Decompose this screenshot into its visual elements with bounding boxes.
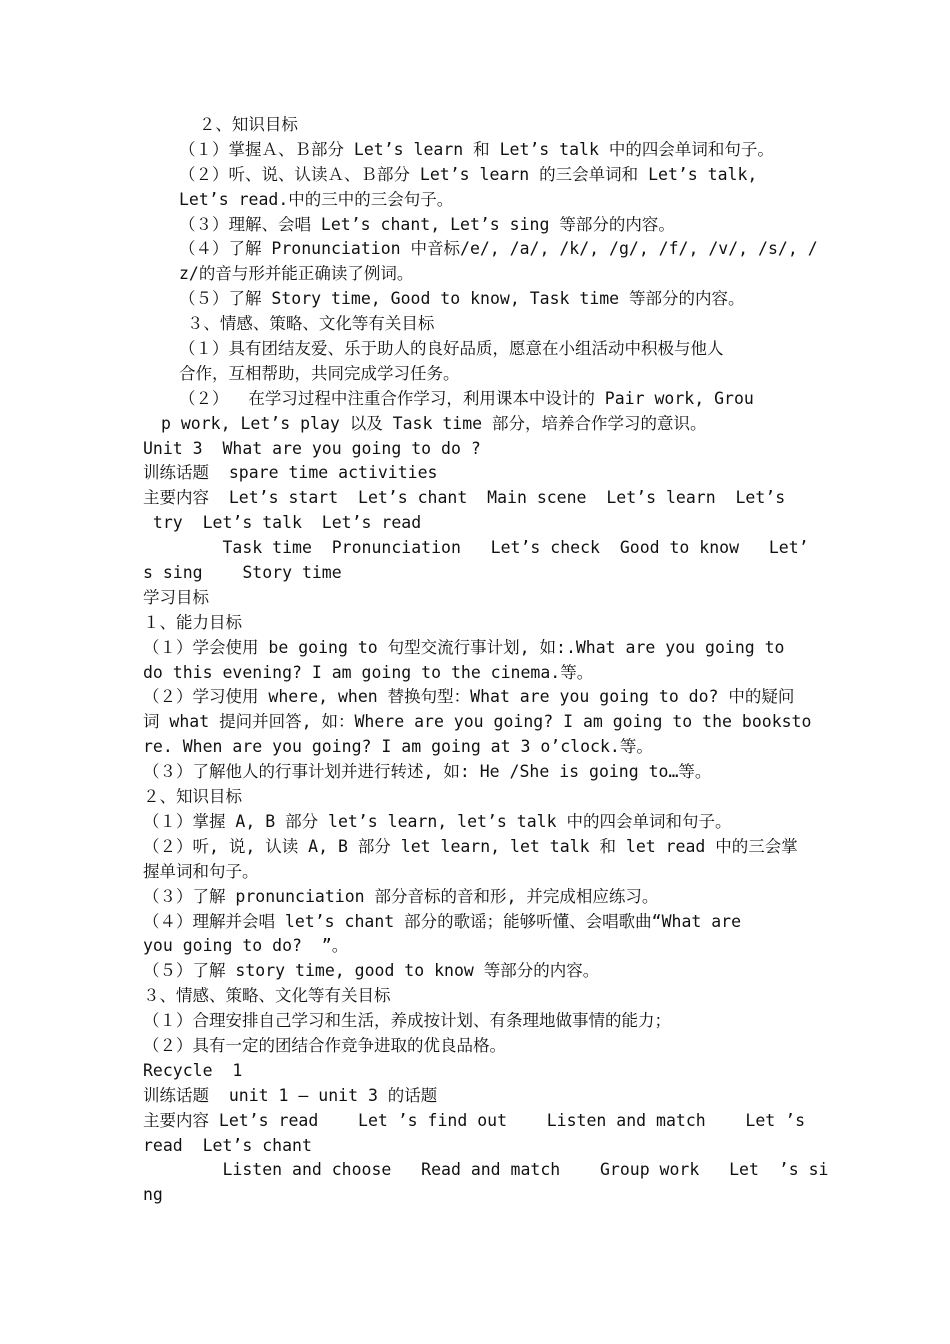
text-line: z/的音与形并能正确读了例词。 [179, 264, 414, 284]
text-line: 主要内容 Let’s read Let ’s find out Listen and match Let ’s [143, 1110, 806, 1130]
text-line: （２）听、说、认读Ａ、Ｂ部分 Let’s learn 的三会单词和 Let’s talk, [179, 164, 758, 184]
text-line: （２）听, 说, 认读 A, B 部分 let learn, let talk 和 let read 中的三会掌 [143, 836, 798, 856]
text-line: 训练话题 unit 1 — unit 3 的话题 [143, 1085, 438, 1105]
text-line: 合作，互相帮助，共同完成学习任务。 [179, 363, 460, 383]
text-line: （４）理解并会唱 let’s chant 部分的歌谣；能够听懂、会唱歌曲“What are [143, 911, 742, 931]
text-line: ２、知识目标 [179, 115, 298, 134]
text-line: （１）掌握 A, B 部分 let’s learn, let’s talk 中的四会单词和句子。 [143, 811, 732, 831]
text-line: do this evening? I am going to the cinema.等。 [143, 662, 594, 682]
text-line: 握单词和句子。 [143, 861, 259, 881]
text-line: Let’s read.中的三中的三会句子。 [179, 189, 454, 209]
text-line: ２、知识目标 [143, 787, 242, 807]
text-line: （１）合理安排自己学习和生活，养成按计划、有条理地做事情的能力； [143, 1011, 671, 1031]
text-line: you going to do? ”。 [143, 936, 349, 956]
text-line: try Let’s talk Let’s read [143, 513, 422, 533]
text-line: 词 what 提问并回答, 如：Where are you going? I am going to the booksto [143, 712, 812, 732]
text-line: （１）掌握Ａ、Ｂ部分 Let’s learn 和 Let’s talk 中的四会单词和句子。 [179, 139, 774, 159]
text-line: read Let’s chant [143, 1135, 312, 1155]
text-line: Task time Pronunciation Let’s check Good to know Let’ [143, 538, 809, 558]
text-line: （３）了解他人的行事计划并进行转述, 如: He /She is going to…等。 [143, 762, 712, 782]
document-body [143, 113, 829, 1208]
text-line: （２） 在学习过程中注重合作学习，利用课本中设计的 Pair work, Grou [179, 388, 754, 408]
text-line: １、能力目标 [143, 612, 242, 632]
text-line: （５）了解 story time, good to know 等部分的内容。 [143, 961, 600, 981]
text-line: ３、情感、策略、文化等有关目标 [143, 986, 391, 1006]
text-line: s sing Story time [143, 563, 342, 583]
text-line: ３、情感、策略、文化等有关目标 [167, 314, 435, 334]
text-line: （３）理解、会唱 Let’s chant, Let’s sing 等部分的内容。 [179, 214, 675, 234]
text-line: p work, Let’s play 以及 Task time 部分，培养合作学习的意识。 [161, 413, 707, 433]
text-line: 主要内容 Let’s start Let’s chant Main scene Let’s learn Let’s [143, 488, 786, 508]
text-line: Unit 3 What are you going to do ? [143, 438, 481, 458]
text-line: （５）了解 Story time, Good to know, Task time 等部分的内容。 [179, 289, 745, 309]
text-line: ng [143, 1185, 163, 1205]
text-line: re. When are you going? I am going at 3 o’clock.等。 [143, 737, 653, 757]
text-line: 学习目标 [143, 587, 209, 607]
text-line: （２）学习使用 where, when 替换句型：What are you going to do? 中的疑问 [143, 687, 795, 707]
text-line: （３）了解 pronunciation 部分音标的音和形, 并完成相应练习。 [143, 886, 659, 906]
text-line: Listen and choose Read and match Group work Let ’s si [143, 1160, 829, 1180]
text-line: （４）了解 Pronunciation 中音标/e/, /a/, /k/, /g/, /f/, /v/, /s/, / [179, 239, 818, 259]
text-line: （２）具有一定的团结合作竞争进取的优良品格。 [143, 1035, 506, 1055]
text-line: Recycle 1 [143, 1060, 243, 1080]
text-line: （１）具有团结友爱、乐于助人的良好品质，愿意在小组活动中积极与他人 [179, 339, 724, 359]
text-line: 训练话题 spare time activities [143, 463, 438, 483]
text-line: （１）学会使用 be going to 句型交流行事计划, 如:.What are you going to [143, 637, 785, 657]
